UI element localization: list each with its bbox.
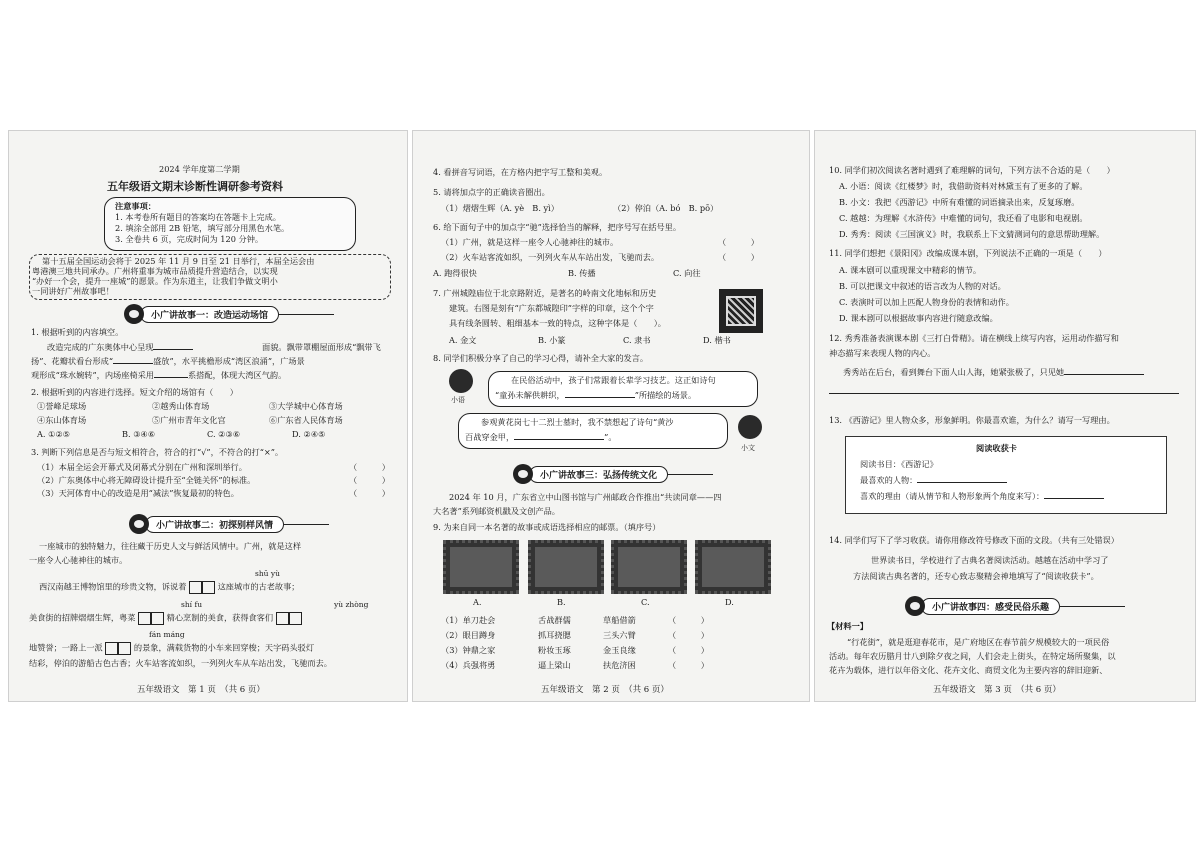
stamp-label: C. [641, 597, 650, 607]
choice-d[interactable]: D. ②④⑤ [292, 429, 326, 439]
choice-c[interactable]: C. 表演时可以加上匹配人物身份的表情和动作。 [839, 297, 1014, 307]
q9-item: （2）眼目蹲身 [441, 630, 496, 640]
answer-paren[interactable]: （ ） [668, 660, 709, 670]
q14-passage: 方法阅读古典名著的，还专心致志聚精会神地填写了“阅读收获卡”。 [853, 571, 1099, 581]
venue-option: ⑤广州市青年文化宫 [152, 415, 226, 425]
q14-passage: 世界读书日，学校进行了古典名著阅读活动。越越在活动中学习了 [871, 555, 1109, 565]
page-footer: 五年级语文 第 3 页 （共 6 页） [933, 685, 1061, 695]
venue-option: ④东山体育场 [37, 415, 87, 425]
q6-sentence: （1）广州，就是这样一座令人心驰神往的城市。 [441, 237, 619, 247]
q9-item: 逼上梁山 [538, 660, 571, 670]
question-6: 6. 给下面句子中的加点字“驰”选择恰当的解释，把序号写在括号里。 [433, 222, 682, 232]
banner-rule [1060, 606, 1125, 607]
notice-box [104, 197, 356, 251]
page-footer: 五年级语文 第 1 页 （共 6 页） [137, 685, 265, 695]
answer-paren[interactable]: （ ） [718, 252, 759, 262]
choice-a[interactable]: A. ①②⑤ [37, 429, 71, 439]
section-banner-4 [905, 597, 1125, 615]
question-11: 11. 同学们想把《景阳冈》改编成课本剧，下列说法不正确的一项是（ ） [829, 248, 1107, 258]
q6-sentence: （2）火车站客流如织，一列列火车从车站出发，飞驰而去。 [441, 252, 660, 262]
q7-line: 具有线条圆转、粗细基本一致的特点，这种字体是（ ）。 [449, 318, 666, 328]
exam-page-2 [412, 130, 810, 702]
story-line: 2024 年 10 月，广东省立中山图书馆与广州邮政合作推出“共读同章——四 [449, 492, 722, 502]
banner-rule [284, 524, 329, 525]
notice-item: 1. 本考卷所有题目的答案均在答题卡上完成。 [115, 212, 281, 222]
question-12-cont: 神态描写来表现人物的内心。 [829, 348, 936, 358]
card-line[interactable]: 喜欢的理由（请从情节和人物形象两个角度来写）： [860, 491, 1104, 502]
question-4: 4. 看拼音写词语，在方格内把字写工整和美观。 [433, 167, 608, 177]
exam-page-3 [814, 130, 1196, 702]
question-10: 10. 同学们初次阅读名著时遇到了难理解的词句，下列方法不合适的是（ ） [829, 165, 1115, 175]
q9-item: 扶危济困 [603, 660, 636, 670]
q7-line: 建筑。右图是刻有“广东都城隍印”字样的印章，这个个字 [449, 303, 654, 313]
notice-item: 2. 填涂全部用 2B 铅笔，填写部分用黑色水笔。 [115, 223, 290, 233]
mascot-icon [129, 514, 149, 534]
intro-line: “办好一个会，提升一座城”的愿景。作为东道主，让我们争做文明小 [32, 276, 278, 286]
story-line: 地赞誉；一路上一派 的景象，满载货物的小车来回穿梭；天字码头驳灯 [29, 642, 314, 655]
choice-d[interactable]: D. 课本剧可以根据故事内容进行随意改编。 [839, 313, 998, 323]
choice-a[interactable]: A. 小语：阅读《红楼梦》时，我借助资料对林黛玉有了更多的了解。 [839, 181, 1088, 191]
stamp-image-b [528, 540, 604, 594]
q1-line: 扬”、花瓣状看台形成“ 盛放”，水平挑檐形成“湾区浪涌”，广场景 [31, 356, 305, 366]
venue-option: ③大学城中心体育场 [269, 401, 343, 411]
q9-item: （3）钟鼎之家 [441, 645, 496, 655]
choice-d[interactable]: D. 楷书 [703, 335, 731, 345]
card-line: 阅读书目：《西游记》 [860, 459, 938, 469]
stamp-label: D. [725, 597, 734, 607]
card-line[interactable]: 最喜欢的人物： [860, 475, 1007, 486]
pinyin-label: fán máng [149, 630, 185, 639]
question-12: 12. 秀秀准备表演课本剧《三打白骨精》。请在横线上续写内容，运用动作描写和 [829, 333, 1119, 343]
stamp-image-d [695, 540, 771, 594]
q1-line: 观形成“珠水婉转”，内场座椅采用 系搭配，体现大湾区气韵。 [31, 370, 287, 380]
question-14: 14. 同学们写下了学习收获。请你用修改符号修改下面的文段。（共有三处错误） [829, 535, 1119, 545]
question-8: 8. 同学们积极分享了自己的学习心得，请补全大家的发言。 [433, 353, 649, 363]
choice-a[interactable]: A. 课本剧可以重现课文中精彩的情节。 [839, 265, 982, 275]
answer-paren[interactable]: （ ） [668, 645, 709, 655]
reading-card [845, 436, 1167, 514]
pinyin-label: shí fu [181, 600, 203, 609]
answer-paren[interactable]: （ ） [349, 462, 390, 472]
venue-option: ⑥广东省人民体育场 [269, 415, 343, 425]
q1-line: 面貌。飘带罩棚屋面形成“飘带飞 [262, 342, 381, 352]
answer-paren[interactable]: （ ） [668, 615, 709, 625]
choice-b[interactable]: B. ③④⑥ [122, 429, 156, 439]
choice-a[interactable]: A. 金文 [449, 335, 477, 345]
answer-paren[interactable]: （ ） [718, 237, 759, 247]
choice-c[interactable]: C. 隶书 [623, 335, 651, 345]
q1-line: 改造完成的广东奥体中心呈现 [47, 342, 193, 353]
story-line: 美食街的招牌熠熠生辉，粤菜 精心烹制的美食，获得食客们 [29, 612, 302, 625]
banner-label: 小广讲故事一：改造运动场馆 [140, 306, 279, 323]
exam-page-1 [8, 130, 408, 702]
choice-a[interactable]: A. 跑得很快 [433, 268, 477, 278]
q9-item: 金玉良缘 [603, 645, 636, 655]
q9-item: （1）单刀赴会 [441, 615, 496, 625]
mascot-icon [513, 464, 533, 484]
banner-rule [668, 474, 713, 475]
venue-option: ②越秀山体育场 [152, 401, 210, 411]
mascot-icon [124, 304, 144, 324]
student-avatar-icon [449, 369, 473, 393]
q3-statement: （3）天河体育中心的改造是用“减法”恢复最初的特色。 [37, 488, 239, 498]
pinyin-label: shū yù [255, 569, 280, 578]
banner-label: 小广讲故事三：弘扬传统文化 [529, 466, 668, 483]
city-god-seal-image [719, 289, 763, 333]
q12-prompt: 秀秀站在后台，看到舞台下面人山人海，她紧张极了，只见她 [843, 367, 1144, 378]
question-13: 13. 《西游记》里人物众多，形象鲜明。你最喜欢谁，为什么？请写一写理由。 [829, 415, 1115, 425]
section-banner-1 [124, 305, 334, 323]
q9-item: 粉妆玉琢 [538, 645, 571, 655]
choice-b[interactable]: B. 小篆 [538, 335, 566, 345]
question-3: 3. 判断下列信息是否与短文相符合，符合的打“√”，不符合的打“×”。 [31, 447, 284, 457]
student-name: 小语 [451, 396, 465, 404]
material-line: 活动。每年农历腊月廿八到除夕夜之间，人们会走上街头，在特定场所聚集，以 [829, 651, 1116, 661]
bubble-text: 参观黄花岗七十二烈士墓时，我不禁想起了诗句“黄沙 [481, 417, 674, 427]
q3-statement: （1）本届全运会开幕式及闭幕式分别在广州和深圳举行。 [37, 462, 247, 472]
intro-line: 第十五届全国运动会将于 2025 年 11 月 9 日至 21 日举行，本届全运会由 [42, 256, 315, 266]
mascot-icon [905, 596, 925, 616]
notice-title: 注意事项： [115, 201, 156, 211]
section-banner-3 [513, 465, 713, 483]
story-line: 大名著”系列邮资机戳及文创产品。 [433, 506, 560, 516]
stamp-image-a [443, 540, 519, 594]
q3-statement: （2）广东奥体中心将无障碍设计提升至“全链关怀”的标准。 [37, 475, 256, 485]
answer-paren[interactable]: （ ） [668, 630, 709, 640]
choice-c[interactable]: C. 越越：为理解《水浒传》中难懂的词句，我还看了电影和电视剧。 [839, 213, 1088, 223]
student-name: 小文 [741, 444, 755, 452]
choice-b[interactable]: B. 小文：我把《西游记》中所有难懂的词语摘录出来，反复琢磨。 [839, 197, 1080, 207]
intro-box [29, 254, 391, 300]
section-banner-2 [129, 515, 329, 533]
choice-d[interactable]: D. 秀秀：阅读《三国演义》时，我联系上下文猜测词句的意思帮助理解。 [839, 229, 1105, 239]
question-5: 5. 请将加点字的正确读音圈出。 [433, 187, 550, 197]
question-1: 1. 根据听到的内容填空。 [31, 327, 124, 337]
q9-item: （4）兵强将勇 [441, 660, 496, 670]
year-term: 2024 学年度第二学期 [159, 164, 240, 174]
banner-label: 小广讲故事二：初探别样风情 [145, 516, 284, 533]
banner-label: 小广讲故事四：感受民俗乐趣 [921, 598, 1060, 615]
intro-line: 粤港澳三地共同承办。广州将重事为城市品质提升营造结合，以实现 [32, 266, 278, 276]
pinyin-label: yù zhòng [334, 600, 369, 609]
card-title: 阅读收获卡 [976, 443, 1017, 453]
choice-c[interactable]: C. ②③⑥ [207, 429, 241, 439]
story-line: 结彩，停泊的游船古色古香；火车站客流如织，一列列火车从车站出发，飞驰而去。 [29, 658, 332, 668]
speech-bubble-1 [488, 371, 758, 407]
q5-option[interactable]: （1）熠熠生辉（A. yè B. yì） [441, 203, 559, 213]
page-footer: 五年级语文 第 2 页 （共 6 页） [541, 685, 669, 695]
speech-bubble-2 [458, 413, 728, 449]
q9-item: 抓耳挠腮 [538, 630, 571, 640]
banner-rule [279, 314, 334, 315]
story-line: 一座城市的独特魅力，往往藏于历史人文与鲜活风情中。广州，就是这样 [39, 541, 302, 551]
answer-paren[interactable]: （ ） [349, 488, 390, 498]
question-9: 9. 为来自同一本名著的故事或成语选择相应的邮票。（填序号） [433, 522, 661, 532]
q5-option[interactable]: （2）停泊（A. bó B. pō） [613, 203, 719, 213]
answer-line[interactable] [829, 393, 1179, 394]
material-heading: 【材料一】 [827, 621, 868, 631]
q9-item: 三头六臂 [603, 630, 636, 640]
intro-line: 一同讲好广州故事吧！ [32, 286, 114, 296]
story-line: 一座令人心驰神往的城市。 [29, 555, 128, 565]
q9-item: 草船借箭 [603, 615, 636, 625]
question-2: 2. 根据听到的内容进行选择。短文介绍的场馆有（ ） [31, 387, 238, 397]
bubble-text: 百战穿金甲， ”。 [465, 432, 617, 442]
choice-c[interactable]: C. 向往 [673, 268, 701, 278]
notice-item: 3. 全卷共 6 页，完成时间为 120 分钟。 [115, 234, 264, 244]
stamp-label: A. [473, 597, 482, 607]
venue-option: ①誉峰足球场 [37, 401, 87, 411]
answer-paren[interactable]: （ ） [349, 475, 390, 485]
bubble-text: 在民俗活动中，孩子们常跟着长辈学习技艺。这正如诗句 [511, 375, 716, 385]
choice-b[interactable]: B. 可以把课文中叙述的语言改为人物的对话。 [839, 281, 1006, 291]
choice-b[interactable]: B. 传播 [568, 268, 596, 278]
question-7: 7. 广州城隍庙位于北京路附近，是著名的岭南文化地标和历史 [433, 288, 657, 298]
student-avatar-icon [738, 415, 762, 439]
story-line: 西汉南越王博物馆里的珍贵文物，诉说着 这座城市的古老故事； [39, 581, 300, 594]
bubble-text: “童孙未解供耕织， ”所描绘的场景。 [495, 390, 697, 400]
q9-item: 舌战群儒 [538, 615, 571, 625]
page-title: 五年级语文期末诊断性调研参考资料 [107, 180, 283, 193]
material-line: 花卉为载体，进行以年俗文化、花卉文化、商贸文化为主要内容的辞旧迎新、 [829, 665, 1108, 675]
stamp-label: B. [557, 597, 566, 607]
material-line: “行花街”，就是逛迎春花市，是广府地区在春节前夕规模较大的一项民俗 [847, 637, 1110, 647]
stamp-image-c [611, 540, 687, 594]
